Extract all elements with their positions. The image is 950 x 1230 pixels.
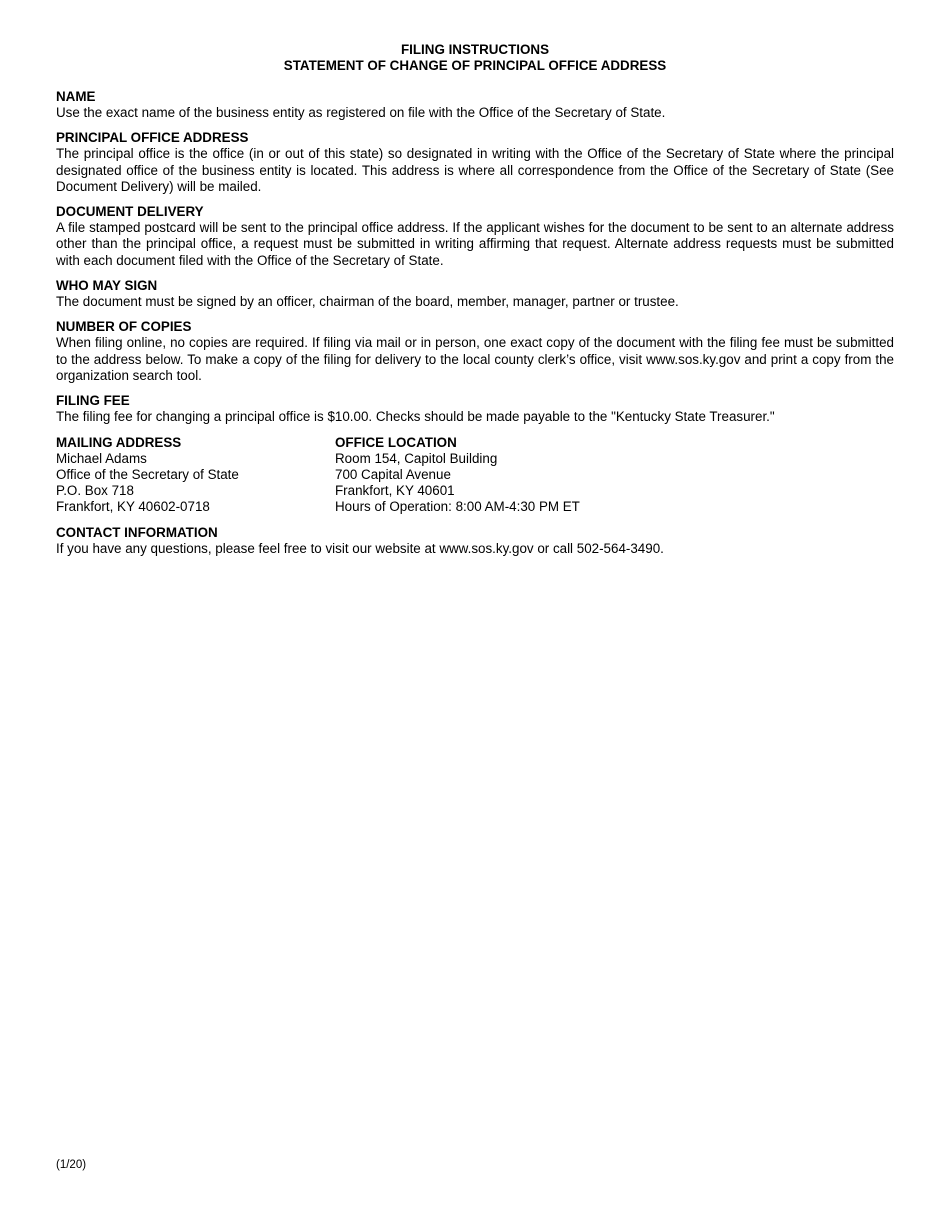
section-text: A file stamped postcard will be sent to the principal office address. If the applicant wishes for the document to be sent to an alternate address other than the principal office, a request must be submitted in writing affirming that request. Alternate address requests must be submitted with each document filed with the Office of the Secretary of State. bbox=[56, 220, 894, 268]
document-title bbox=[56, 42, 894, 74]
mailing-address-line: Michael Adams bbox=[56, 450, 147, 466]
section-text: If you have any questions, please feel free to visit our website at www.sos.ky.gov or call 502-564-3490. bbox=[56, 540, 664, 556]
office-location-heading: OFFICE LOCATION bbox=[335, 434, 457, 450]
section-who-may-sign bbox=[56, 278, 894, 310]
office-location-line: Hours of Operation: 8:00 AM-4:30 PM ET bbox=[335, 499, 580, 515]
section-text: When filing online, no copies are required. If filing via mail or in person, one exact copy of the document with the filing fee must be submitted to the address below. To make a copy of the filing for delivery to the local county clerk’s office, visit www.sos.ky.gov and print a copy from the organization search tool. bbox=[56, 335, 894, 383]
section-document-delivery bbox=[56, 204, 894, 269]
section-text: Use the exact name of the business entity as registered on file with the Office of the Secretary of State. bbox=[56, 105, 666, 120]
title-line-1: FILING INSTRUCTIONS bbox=[400, 42, 550, 57]
revision-date: (1/20) bbox=[56, 1159, 87, 1171]
office-location-line: Frankfort, KY 40601 bbox=[335, 483, 455, 499]
office-location-line: 700 Capital Avenue bbox=[335, 466, 451, 482]
office-location-line: Room 154, Capitol Building bbox=[335, 450, 498, 466]
section-text: The principal office is the office (in or out of this state) so designated in writing with the Office of the Secretary of State where the principal designated office of the business entity is located. This address is where all correspondence from the Office of the Secretary of State (See Document Delivery) will be mailed. bbox=[56, 146, 894, 194]
section-heading: NUMBER OF COPIES bbox=[56, 319, 192, 335]
mailing-address-line: Office of the Secretary of State bbox=[56, 466, 239, 482]
section-filing-fee bbox=[56, 393, 894, 425]
section-heading: FILING FEE bbox=[56, 393, 130, 409]
section-heading: PRINCIPAL OFFICE ADDRESS bbox=[56, 130, 249, 146]
section-name bbox=[56, 89, 894, 121]
section-heading: WHO MAY SIGN bbox=[56, 278, 158, 294]
mailing-address-heading: MAILING ADDRESS bbox=[56, 434, 182, 450]
title-line-2: STATEMENT OF CHANGE OF PRINCIPAL OFFICE ADDRESS bbox=[283, 58, 667, 73]
section-number-of-copies bbox=[56, 319, 894, 384]
section-heading: CONTACT INFORMATION bbox=[56, 524, 218, 540]
mailing-address-line: Frankfort, KY 40602-0718 bbox=[56, 499, 210, 515]
section-principal-office bbox=[56, 130, 894, 195]
mailing-address-line: P.O. Box 718 bbox=[56, 483, 134, 499]
section-text: The document must be signed by an officer, chairman of the board, member, manager, partner or trustee. bbox=[56, 294, 679, 310]
office-location-block bbox=[335, 435, 894, 516]
section-text: The filing fee for changing a principal office is $10.00. Checks should be made payable to the "Kentucky State Treasurer." bbox=[56, 409, 775, 425]
instructions-page bbox=[56, 42, 894, 566]
section-heading: DOCUMENT DELIVERY bbox=[56, 204, 204, 220]
section-heading: NAME bbox=[56, 89, 96, 104]
mailing-address-block bbox=[56, 435, 335, 516]
section-contact bbox=[56, 525, 894, 557]
address-columns bbox=[56, 435, 894, 516]
